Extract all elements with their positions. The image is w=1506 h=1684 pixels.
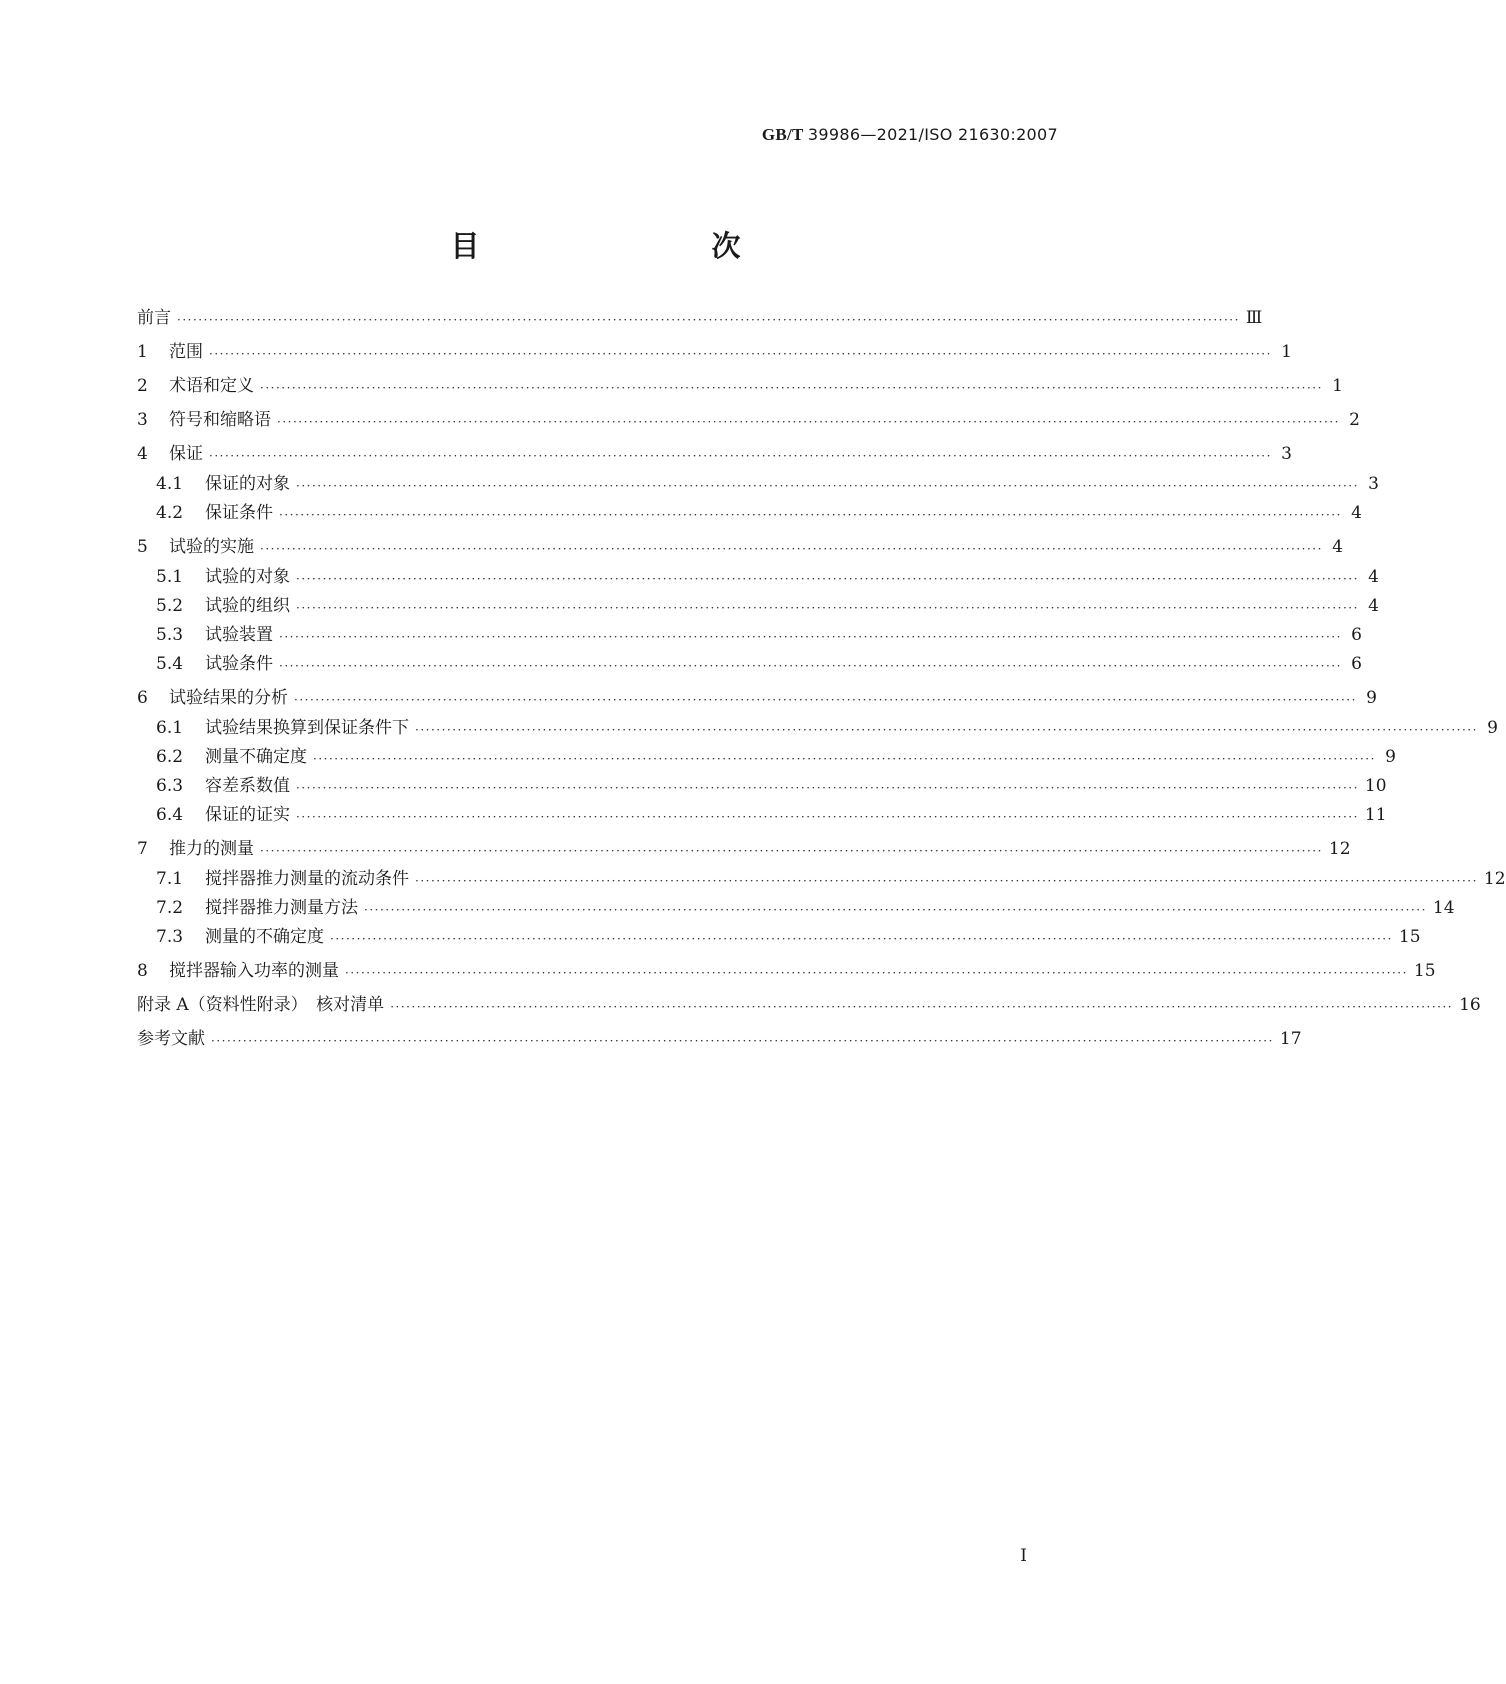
toc-leader-dots: ········································································································································································································: [364, 903, 1427, 917]
toc-entry-page: 3: [1281, 444, 1292, 464]
toc-entry-number: 7: [137, 839, 148, 859]
toc-entry-number: 3: [137, 410, 148, 430]
toc-entry-page: 9: [1385, 747, 1396, 767]
toc-entry-title: 前言: [137, 308, 171, 328]
toc-entry-page: Ⅲ: [1245, 308, 1263, 328]
toc-entry-number: 5.1: [156, 567, 184, 587]
toc-entry-title: 搅拌器推力测量方法: [205, 898, 358, 918]
toc-entry-number: 4: [137, 444, 148, 464]
toc-leader-dots: ········································································································································································································: [296, 572, 1359, 586]
toc-leader-dots: ········································································································································································································: [415, 723, 1478, 737]
toc-entry-page: 4: [1368, 596, 1379, 616]
toc-entry-number: 7.1: [156, 869, 184, 889]
toc-entry-title: 符号和缩略语: [169, 410, 271, 430]
toc-entry-page: 9: [1366, 688, 1377, 708]
toc-leader-dots: ········································································································································································································: [260, 542, 1323, 556]
toc-entry-title: 搅拌器输入功率的测量: [169, 961, 339, 981]
toc-entry-page: 10: [1364, 776, 1387, 796]
toc-leader-dots: ········································································································································································································: [345, 966, 1408, 980]
toc-entry[interactable]: [137, 836, 1351, 862]
toc-entry[interactable]: [137, 373, 1343, 399]
toc-entry[interactable]: [137, 471, 1379, 497]
toc-entry[interactable]: [137, 924, 1421, 950]
toc-entry-page: 11: [1364, 805, 1387, 825]
toc-entry-number: 6.4: [156, 805, 184, 825]
toc-leader-dots: ········································································································································································································: [296, 810, 1359, 824]
toc-entry-number: 6.1: [156, 718, 184, 738]
toc-entry-page: 12: [1328, 839, 1351, 859]
toc-entry-title: 试验条件: [205, 654, 273, 674]
toc-entry-number: 4.1: [156, 474, 184, 494]
toc-leader-dots: ········································································································································································································: [279, 508, 1342, 522]
toc-entry-title: 术语和定义: [169, 376, 254, 396]
toc-entry-number: 6.3: [156, 776, 184, 796]
toc-entry[interactable]: [137, 958, 1436, 984]
toc-entry[interactable]: [137, 866, 1506, 892]
toc-entry-title: 参考文献: [137, 1029, 205, 1049]
page-title: 目 次: [450, 229, 799, 263]
standard-number-header: [762, 125, 1058, 145]
toc-entry[interactable]: [137, 500, 1362, 526]
toc-entry[interactable]: [137, 305, 1263, 331]
toc-entry-number: 5: [137, 537, 148, 557]
toc-entry[interactable]: [137, 1026, 1302, 1052]
toc-entry[interactable]: [137, 685, 1377, 711]
toc-entry-number: 4.2: [156, 503, 184, 523]
toc-entry-number: 1: [137, 342, 148, 362]
toc-entry-title: 搅拌器推力测量的流动条件: [205, 869, 409, 889]
toc-entry[interactable]: [137, 534, 1343, 560]
toc-entry-page: 17: [1279, 1029, 1302, 1049]
toc-entry-title: 测量不确定度: [205, 747, 307, 767]
toc-entry[interactable]: [137, 773, 1387, 799]
toc-leader-dots: ········································································································································································································: [296, 601, 1359, 615]
toc-entry-page: 2: [1349, 410, 1360, 430]
toc-entry-title: 测量的不确定度: [205, 927, 324, 947]
toc-entry-page: 4: [1332, 537, 1343, 557]
toc-entry-title: 容差系数值: [205, 776, 290, 796]
toc-entry[interactable]: [137, 744, 1396, 770]
toc-entry-number: 5.3: [156, 625, 184, 645]
toc-entry-title: 试验装置: [205, 625, 273, 645]
toc-entry[interactable]: [137, 992, 1481, 1018]
toc-entry-number: 5.4: [156, 654, 184, 674]
toc-entry-page: 4: [1368, 567, 1379, 587]
toc-entry-title: 附录 A（资料性附录） 核对清单: [137, 995, 385, 1015]
toc-entry[interactable]: [137, 339, 1292, 365]
toc-leader-dots: ········································································································································································································: [260, 381, 1323, 395]
standard-number: 39986—2021/ISO 21630:2007: [807, 125, 1058, 144]
toc-entry-page: 16: [1459, 995, 1481, 1015]
toc-leader-dots: ········································································································································································································: [211, 1034, 1274, 1048]
toc-entry[interactable]: [137, 895, 1455, 921]
toc-entry-page: 1: [1281, 342, 1292, 362]
toc-entry-page: 15: [1413, 961, 1436, 981]
toc-entry-title: 试验结果的分析: [169, 688, 288, 708]
toc-entry-title: 保证条件: [205, 503, 273, 523]
toc-entry-number: 6: [137, 688, 148, 708]
toc-entry-title: 试验的对象: [205, 567, 290, 587]
toc-entry-title: 试验结果换算到保证条件下: [205, 718, 409, 738]
toc-entry-title: 试验的实施: [169, 537, 254, 557]
toc-leader-dots: ········································································································································································································: [296, 479, 1359, 493]
toc-leader-dots: ········································································································································································································: [209, 347, 1272, 361]
toc-entry-page: 6: [1351, 625, 1362, 645]
toc-entry-number: 6.2: [156, 747, 184, 767]
toc-entry-number: 5.2: [156, 596, 184, 616]
toc-leader-dots: ········································································································································································································: [279, 630, 1342, 644]
toc-leader-dots: ········································································································································································································: [209, 449, 1272, 463]
toc-leader-dots: ········································································································································································································: [330, 932, 1393, 946]
toc-leader-dots: ········································································································································································································: [260, 844, 1323, 858]
toc-entry-title: 保证的证实: [205, 805, 290, 825]
toc-entry-page: 9: [1487, 718, 1498, 738]
toc-leader-dots: ········································································································································································································: [313, 752, 1376, 766]
toc-entry-page: 1: [1332, 376, 1343, 396]
toc-leader-dots: ········································································································································································································: [277, 415, 1340, 429]
standard-code: GB/T: [761, 125, 804, 144]
toc-leader-dots: ········································································································································································································: [177, 313, 1240, 327]
toc-entry[interactable]: [137, 715, 1498, 741]
toc-entry[interactable]: [137, 622, 1362, 648]
toc-entry-number: 8: [137, 961, 148, 981]
toc-entry-title: 推力的测量: [169, 839, 254, 859]
toc-entry-page: 15: [1398, 927, 1421, 947]
toc-leader-dots: ········································································································································································································: [279, 659, 1342, 673]
toc-entry[interactable]: [137, 564, 1379, 590]
toc-entry-page: 4: [1351, 503, 1362, 523]
toc-entry[interactable]: [137, 441, 1292, 467]
toc-entry-title: 范围: [169, 342, 203, 362]
toc-leader-dots: ········································································································································································································: [390, 1000, 1454, 1014]
toc-entry-page: 6: [1351, 654, 1362, 674]
page-number: Ⅰ: [1020, 1546, 1027, 1565]
toc-leader-dots: ········································································································································································································: [294, 693, 1357, 707]
toc-entry-number: 7.2: [156, 898, 184, 918]
toc-entry-title: 保证: [169, 444, 203, 464]
toc-entry[interactable]: [137, 593, 1379, 619]
toc-entry-page: 14: [1432, 898, 1455, 918]
toc-entry[interactable]: [137, 802, 1387, 828]
toc-entry-page: 3: [1368, 474, 1379, 494]
toc-entry-number: 7.3: [156, 927, 184, 947]
toc-entry-title: 保证的对象: [205, 474, 290, 494]
toc-entry-number: 2: [137, 376, 148, 396]
toc-leader-dots: ········································································································································································································: [415, 874, 1478, 888]
toc-entry-page: 12: [1483, 869, 1506, 889]
toc-entry[interactable]: [137, 651, 1362, 677]
toc-entry[interactable]: [137, 407, 1360, 433]
toc-entry-title: 试验的组织: [205, 596, 290, 616]
toc-leader-dots: ········································································································································································································: [296, 781, 1359, 795]
